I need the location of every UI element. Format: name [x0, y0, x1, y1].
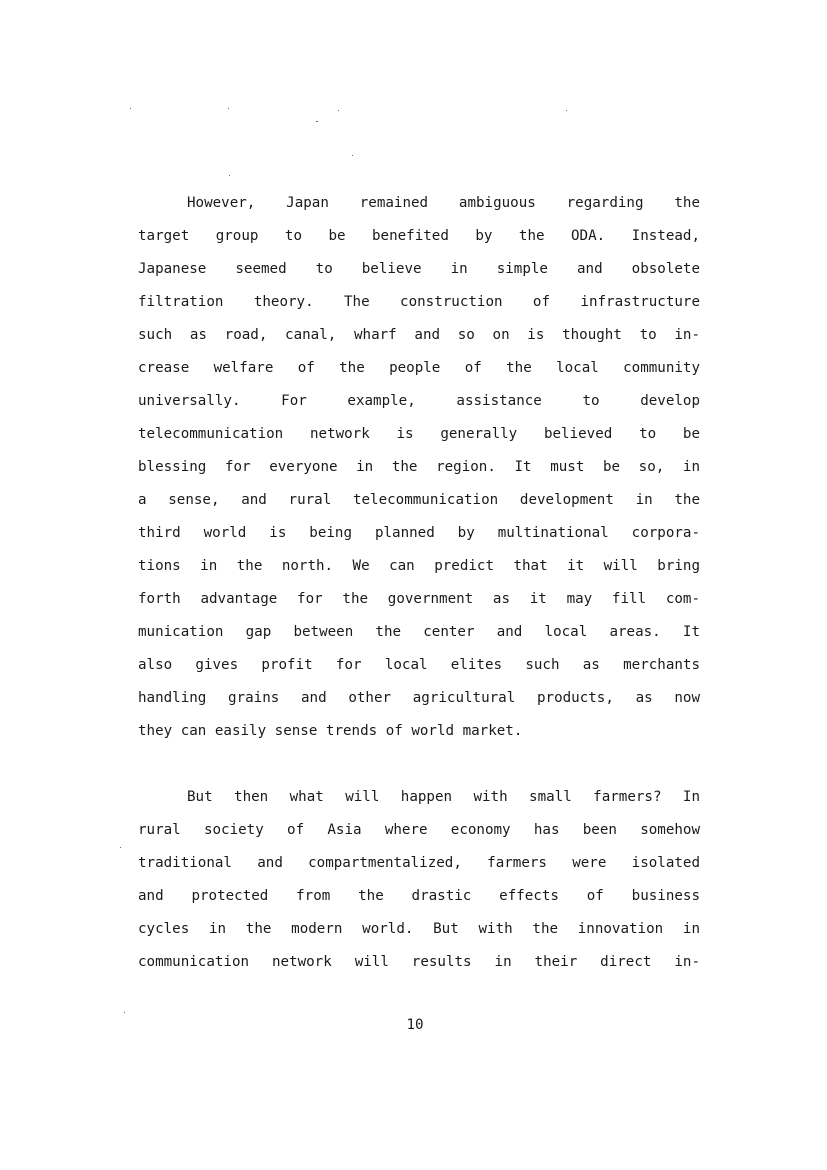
- scan-speck: [229, 175, 230, 176]
- paragraph-1-line-2: target group to be benefited by the ODA. Instead,: [138, 228, 700, 244]
- paragraph-1-line-1: However, Japan remained ambiguous regarding the: [187, 195, 700, 211]
- scan-speck: [130, 108, 131, 109]
- paragraph-1-line-6: crease welfare of the people of the local community: [138, 360, 700, 376]
- paragraph-1-line-7: universally. For example, assistance to develop: [138, 393, 700, 409]
- paragraph-1-line-15: also gives profit for local elites such as merchants: [138, 657, 700, 673]
- paragraph-1-line-3: Japanese seemed to believe in simple and obsolete: [138, 261, 700, 277]
- paragraph-1-line-9: blessing for everyone in the region. It must be so, in: [138, 459, 700, 475]
- page-number: 10: [406, 1017, 424, 1033]
- paragraph-1-line-16: handling grains and other agricultural products, as now: [138, 690, 700, 706]
- paragraph-1-line-10: a sense, and rural telecommunication development in the: [138, 492, 700, 508]
- scan-speck: [228, 108, 229, 109]
- scan-speck: [566, 110, 567, 111]
- paragraph-1-line-5: such as road, canal, wharf and so on is thought to in-: [138, 327, 700, 343]
- paragraph-2-line-2: rural society of Asia where economy has been somehow: [138, 822, 700, 838]
- paragraph-1-line-17: they can easily sense trends of world market.: [138, 723, 523, 739]
- paragraph-1-line-14: munication gap between the center and local areas. It: [138, 624, 700, 640]
- scan-speck: [352, 155, 353, 156]
- scan-speck: [338, 110, 339, 111]
- paragraph-1-line-12: tions in the north. We can predict that it will bring: [138, 558, 700, 574]
- paragraph-1-line-11: third world is being planned by multinational corpora-: [138, 525, 700, 541]
- scan-speck: [316, 121, 318, 122]
- paragraph-1-line-8: telecommunication network is generally believed to be: [138, 426, 700, 442]
- scan-speck: [120, 847, 121, 848]
- paragraph-2-line-4: and protected from the drastic effects of business: [138, 888, 700, 904]
- paragraph-2-line-3: traditional and compartmentalized, farmers were isolated: [138, 855, 700, 871]
- paragraph-1-line-13: forth advantage for the government as it may fill com-: [138, 591, 700, 607]
- paragraph-2-line-6: communication network will results in their direct in-: [138, 954, 700, 970]
- paragraph-1-line-4: filtration theory. The construction of infrastructure: [138, 294, 700, 310]
- scan-speck: [124, 1012, 125, 1013]
- paragraph-2-line-5: cycles in the modern world. But with the innovation in: [138, 921, 700, 937]
- paragraph-2-line-1: But then what will happen with small farmers? In: [187, 789, 700, 805]
